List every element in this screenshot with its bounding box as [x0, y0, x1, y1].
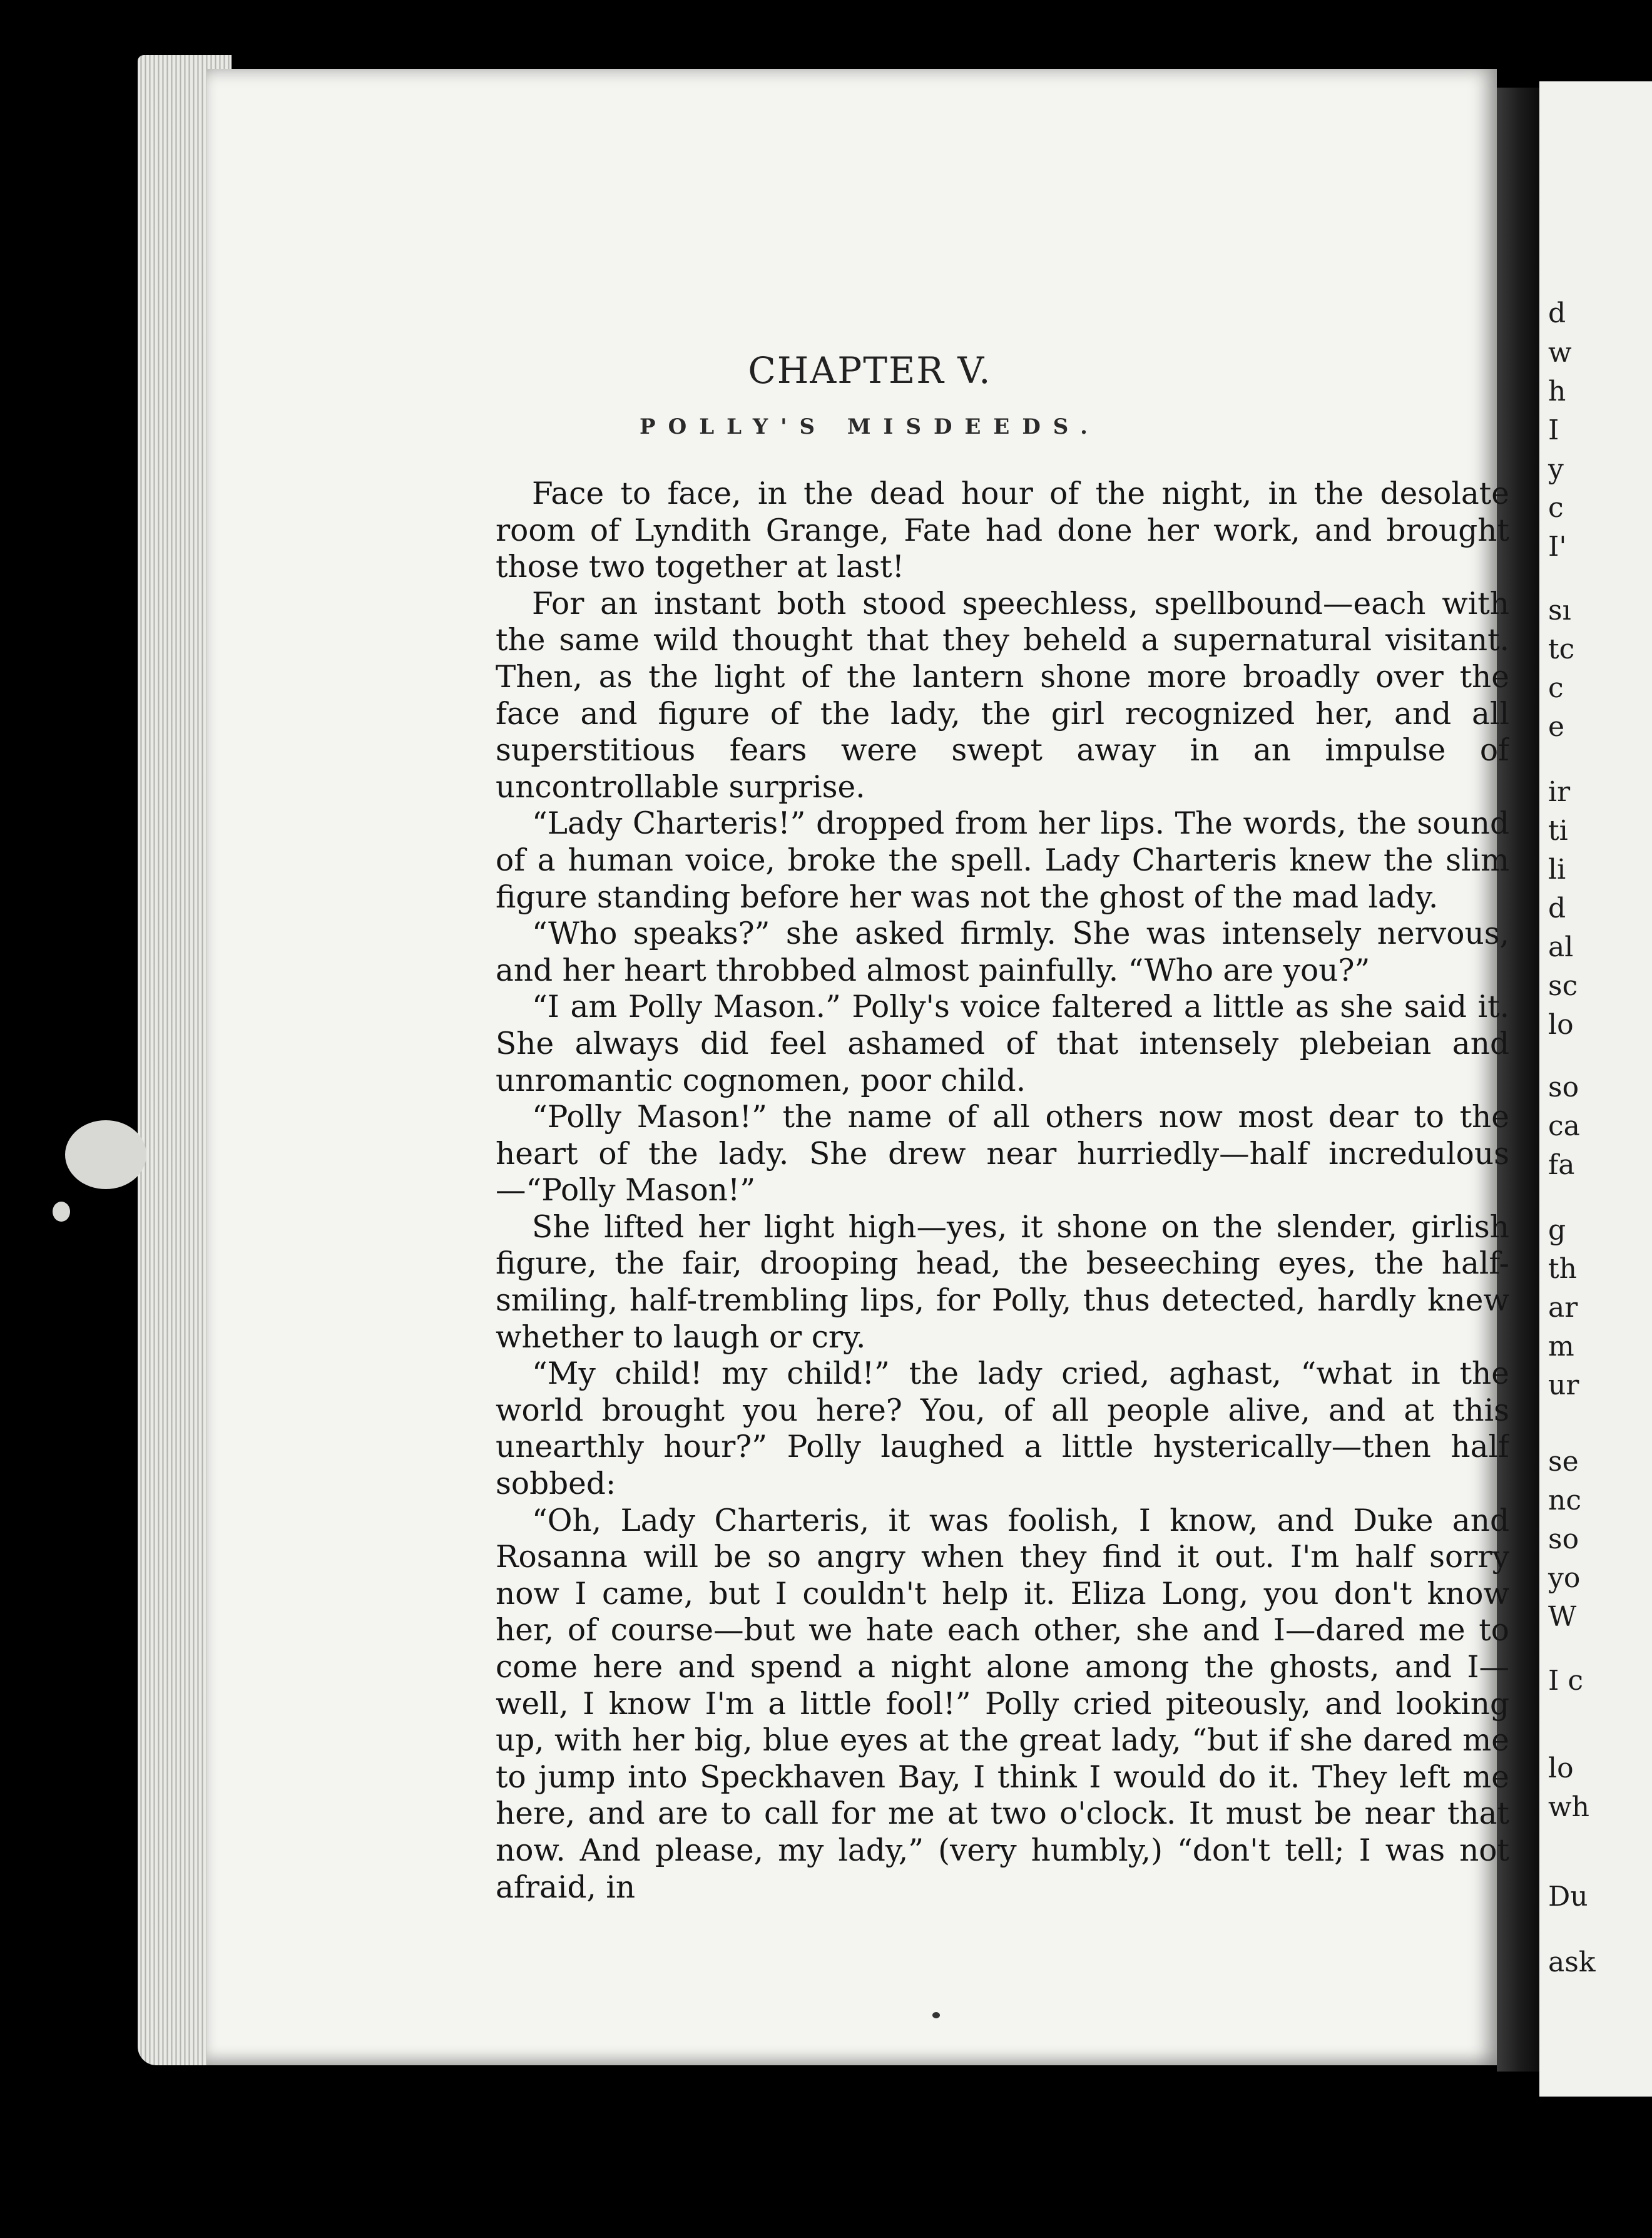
- paragraph: “I am Polly Mason.” Polly's voice faltered a little as she said it. She always did feel ashamed of that intensely plebeian and unromantic cognomen, poor child.: [496, 989, 1509, 1098]
- facing-fragment: ir: [1548, 776, 1571, 808]
- facing-fragment: I: [1548, 414, 1559, 446]
- paper-damage-speck: [65, 1120, 146, 1189]
- facing-fragment: w: [1548, 337, 1572, 369]
- paragraph: Face to face, in the dead hour of the night, in the desolate room of Lyndith Grange, Fate had done her work, and brought those two together at last!: [496, 476, 1509, 585]
- chapter-title: POLLY'S MISDEEDS.: [640, 414, 1100, 439]
- facing-fragment: c: [1548, 492, 1564, 524]
- facing-fragment: c: [1548, 672, 1564, 704]
- facing-fragment: y: [1548, 453, 1564, 485]
- chapter-heading: CHAPTER V.: [748, 349, 992, 392]
- facing-fragment: I c: [1548, 1665, 1584, 1697]
- facing-page: [1539, 81, 1652, 2097]
- paragraph: For an instant both stood speechless, spellbound—each with the same wild thought that they beheld a supernatural visitant. Then, as the light of the lantern shone more broadly over the face and figure of the lady, the girl recognized her, and all superstitious fears were swept away in an impulse of uncontrollable surprise.: [496, 586, 1509, 805]
- chapter-body: [496, 476, 1509, 1906]
- facing-fragment: lo: [1548, 1752, 1574, 1784]
- facing-fragment: ca: [1548, 1110, 1580, 1142]
- facing-fragment: yo: [1548, 1562, 1581, 1594]
- facing-fragment: so: [1548, 1523, 1579, 1555]
- facing-fragment: e: [1548, 711, 1565, 743]
- facing-fragment: d: [1548, 297, 1566, 329]
- facing-fragment: fa: [1548, 1149, 1575, 1181]
- facing-fragment: tc: [1548, 633, 1575, 665]
- paragraph: She lifted her light high—yes, it shone on the slender, girlish figure, the fair, drooping head, the beseeching eyes, the half-smiling, half-trembling lips, for Polly, thus detected, hardly knew whether to laugh or cry.: [496, 1209, 1509, 1355]
- facing-fragment: g: [1548, 1214, 1566, 1246]
- facing-fragment: h: [1548, 376, 1566, 407]
- paragraph: “Lady Charteris!” dropped from her lips. The words, the sound of a human voice, broke the spell. Lady Charteris knew the slim figure standing before her was not the ghost of the mad lady.: [496, 806, 1509, 915]
- facing-fragment: nc: [1548, 1484, 1581, 1516]
- paragraph: “Who speaks?” she asked firmly. She was intensely nervous, and her heart throbbed almost painfully. “Who are you?”: [496, 916, 1509, 988]
- facing-fragment: d: [1548, 892, 1566, 924]
- facing-fragment: sc: [1548, 970, 1578, 1002]
- facing-fragment: li: [1548, 854, 1566, 886]
- facing-fragment: wh: [1548, 1791, 1589, 1823]
- paragraph: “Oh, Lady Charteris, it was foolish, I know, and Duke and Rosanna will be so angry when they find it out. I'm half sorry now I came, but I couldn't help it. Eliza Long, you don't know her, of course—but we hate each other, she and I—dared me to come here and spend a night alone among the ghosts, and I—well, I know I'm a little fool!” Polly cried piteously, and looking up, with her big, blue eyes at the great lady, “but if she dared me to jump into Speckhaven Bay, I think I would do it. They left me here, and are to call for me at two o'clock. It must be near that now. And please, my lady,” (very humbly,) “don't tell; I was not afraid, in: [496, 1503, 1509, 1905]
- facing-fragment: ar: [1548, 1292, 1578, 1324]
- facing-fragment: m: [1548, 1331, 1574, 1362]
- page-mark: [932, 2012, 940, 2018]
- paragraph: “My child! my child!” the lady cried, aghast, “what in the world brought you here? You, of all people alive, and at this unearthly hour?” Polly laughed a little hysterically—then half sobbed:: [496, 1356, 1509, 1502]
- facing-fragment: se: [1548, 1446, 1579, 1478]
- facing-fragment: sı: [1548, 595, 1571, 626]
- facing-fragment: lo: [1548, 1009, 1574, 1041]
- facing-fragment: ur: [1548, 1369, 1579, 1401]
- facing-fragment: so: [1548, 1071, 1579, 1103]
- facing-fragment: I': [1548, 531, 1567, 563]
- paragraph: “Polly Mason!” the name of all others now most dear to the heart of the lady. She drew near hurriedly—half incredulous—“Polly Mason!”: [496, 1100, 1509, 1208]
- facing-fragment: W: [1548, 1601, 1577, 1633]
- facing-fragment: ask: [1548, 1946, 1596, 1978]
- facing-fragment: al: [1548, 931, 1574, 963]
- facing-fragment: ti: [1548, 815, 1568, 847]
- paper-damage-speck: [53, 1202, 70, 1222]
- facing-fragment: Du: [1548, 1881, 1588, 1913]
- facing-fragment: th: [1548, 1253, 1578, 1285]
